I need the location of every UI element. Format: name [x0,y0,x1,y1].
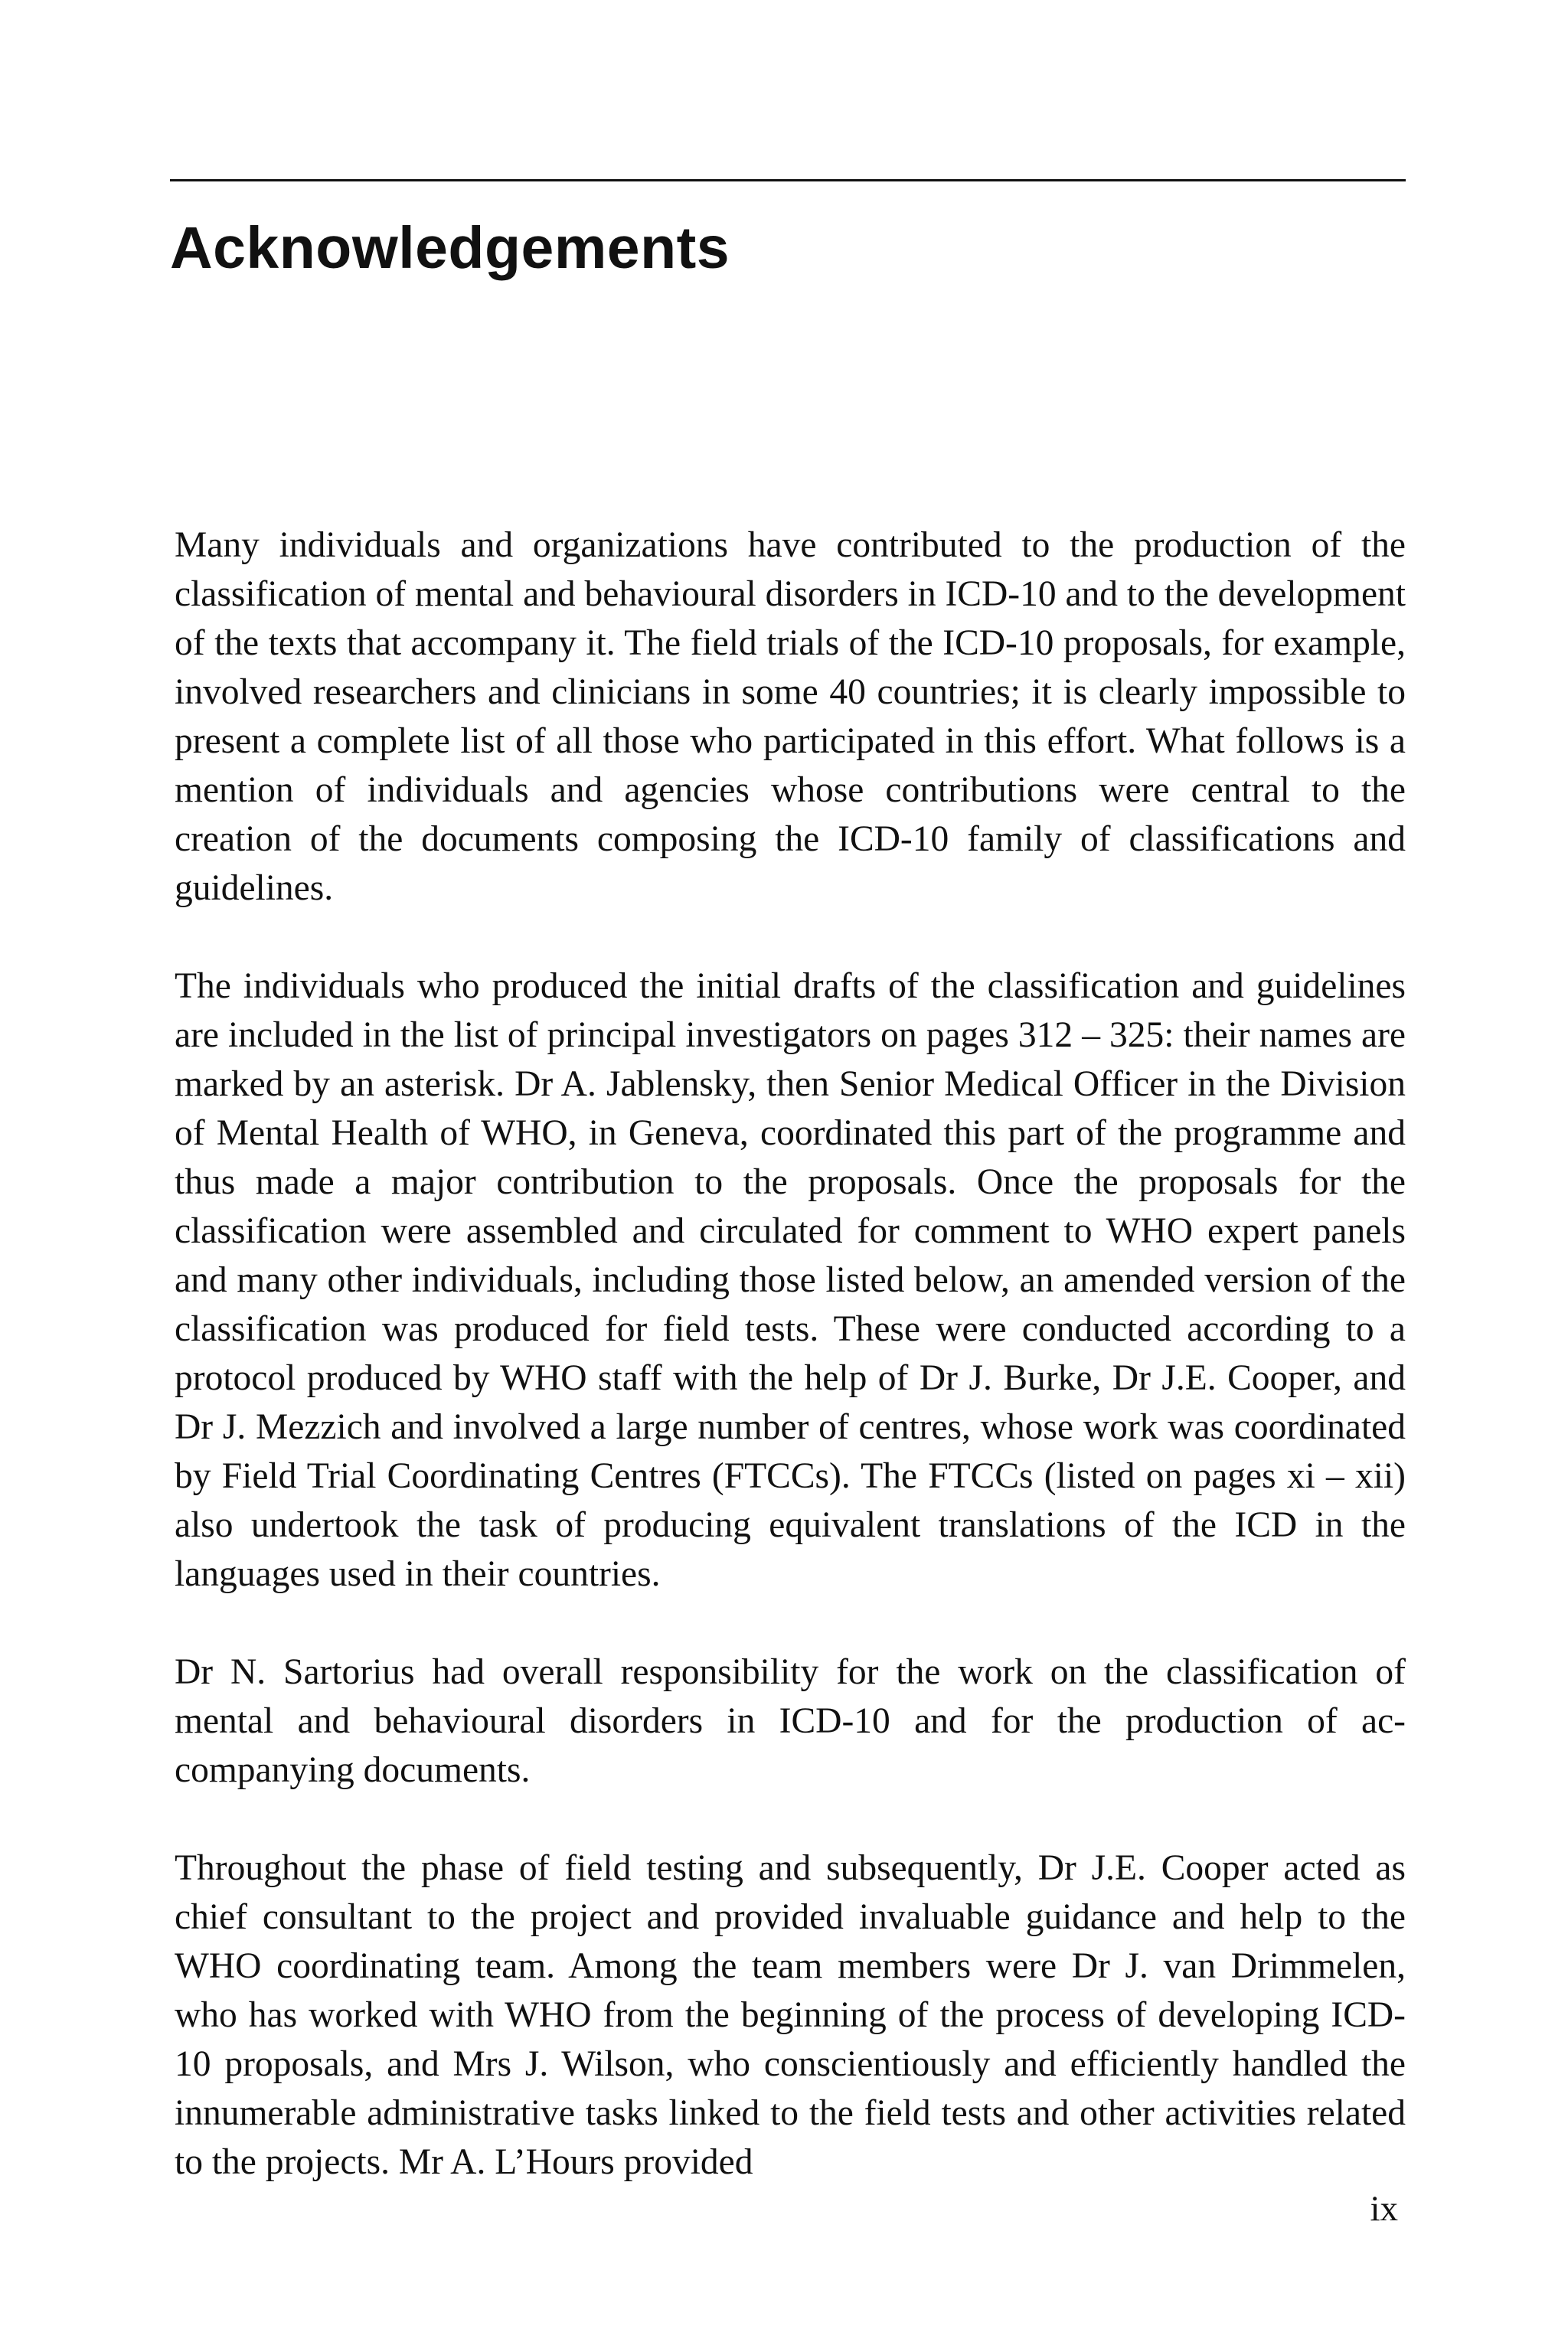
paragraph-intro: Many individuals and organizations have contributed to the production of the classification of mental and behavioural disorders in ICD-10 and to the development of the texts that accompany it. The field trials of the ICD-10 proposals, for example, involved researchers and clinicians in some 40 countries; it is clearly impossible to present a complete list of all those who participated in this effort. What follows is a mention of individuals and agencies whose contributions were central to the creation of the documents composing the ICD-10 family of classifications and guidelines. [175,525,1406,908]
page-title: Acknowledgements [170,215,730,281]
top-rule [170,179,1406,181]
page-number: ix [1370,2189,1398,2229]
paragraph-sartorius: Dr N. Sartorius had overall responsibility for the work on the classification of mental and behavioural disorders in ICD-10 and for the production of accompanying documents. [175,1652,1406,1790]
paragraph-drafts: The individuals who produced the initial drafts of the classification and guidelines are included in the list of principal investigators on pages 312 – 325: their names are marked by an asterisk. Dr A. Jablensky, then Senior Medical Officer in the Division of Mental Health of WHO, in Geneva, coordinated this part of the programme and thus made a major contribution to the proposals. Once the proposals for the classification were assembled and circulated for comment to WHO expert panels and many other individuals, including those listed below, an amended version of the classification was produced for field tests. These were conducted according to a protocol produced by WHO staff with the help of Dr J. Burke, Dr J.E. Cooper, and Dr J. Mezzich and involved a large number of centres, whose work was coordinated by Field Trial Coordinating Centres (FTCCs). The FTCCs (listed on pages xi – xii) also undertook the task of producing equivalent translations of the ICD in the languages used in their countries. [175,966,1406,1594]
body-text [175,521,1406,2187]
paragraph-field-testing: Throughout the phase of field testing and subsequently, Dr J.E. Cooper acted as chief consultant to the project and provided invaluable guidance and help to the WHO coordinating team. Among the team members were Dr J. van Drimmelen, who has worked with WHO from the beginning of the process of developing ICD-10 proposals, and Mrs J. Wilson, who conscientiously and efficiently handled the innumerable administrative tasks linked to the field tests and other activities related to the projects. Mr A. L’Hours provided [175,1848,1406,2182]
